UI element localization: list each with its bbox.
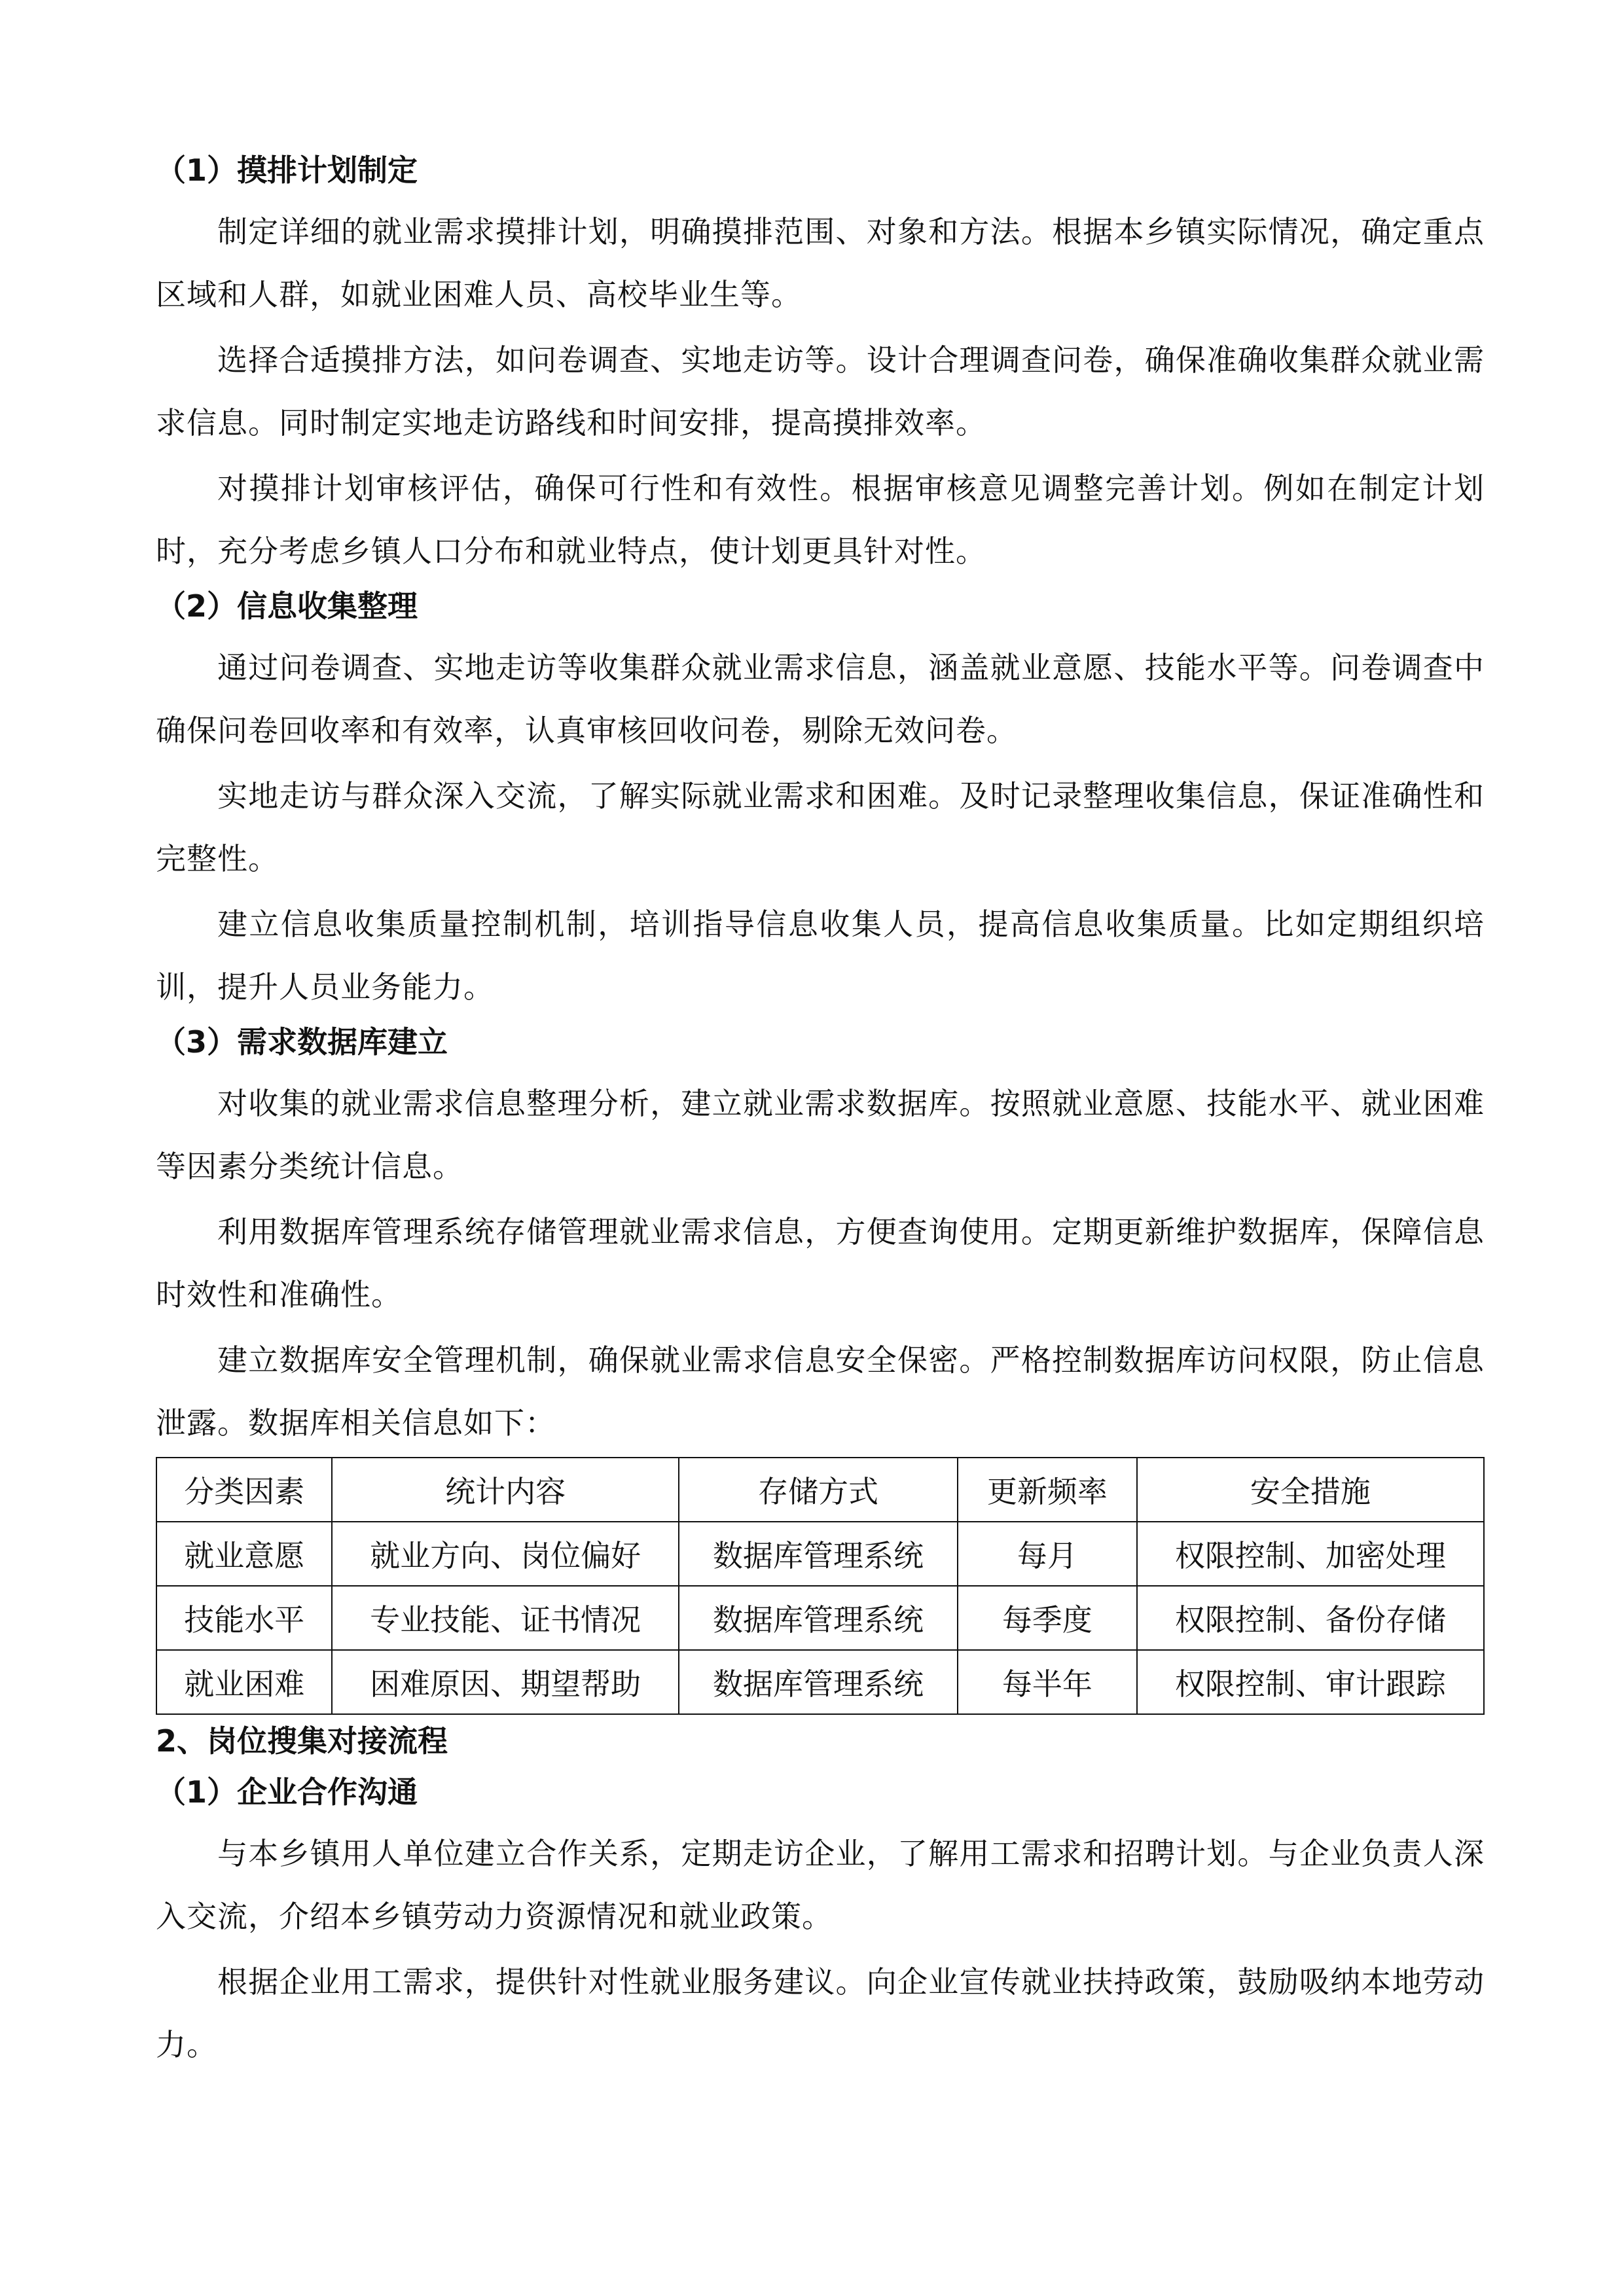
para-db-3: 建立数据库安全管理机制，确保就业需求信息安全保密。严格控制数据库访问权限，防止信息泄露。数据库相关信息如下：: [156, 1342, 1485, 1441]
para-plan-1: 制定详细的就业需求摸排计划，明确摸排范围、对象和方法。根据本乡镇实际情况，确定重点区域和人群，如就业困难人员、高校毕业生等。: [156, 214, 1485, 312]
para-ent-1: 与本乡镇用人单位建立合作关系，定期走访企业，了解用工需求和招聘计划。与企业负责人深入交流，介绍本乡镇劳动力资源情况和就业政策。: [156, 1836, 1485, 1934]
table-cell: 就业困难: [156, 1650, 332, 1714]
heading-collect: （2）信息收集整理: [156, 588, 418, 624]
table-cell: 每季度: [958, 1586, 1137, 1650]
table-header-cell: 存储方式: [679, 1458, 958, 1522]
para-collect-3: 建立信息收集质量控制机制，培训指导信息收集人员，提高信息收集质量。比如定期组织培训，提升人员业务能力。: [156, 906, 1485, 1005]
table-header-cell: 安全措施: [1137, 1458, 1484, 1522]
table-row: [156, 1586, 1484, 1650]
table-cell: 困难原因、期望帮助: [332, 1650, 678, 1714]
table-cell: 每半年: [958, 1650, 1137, 1714]
para-collect-2: 实地走访与群众深入交流，了解实际就业需求和困难。及时记录整理收集信息，保证准确性和完整性。: [156, 778, 1485, 876]
table-cell: 就业意愿: [156, 1522, 332, 1586]
para-ent-2: 根据企业用工需求，提供针对性就业服务建议。向企业宣传就业扶持政策，鼓励吸纳本地劳动力。: [156, 1964, 1485, 2062]
table-header-row: [156, 1458, 1484, 1522]
table-row: [156, 1650, 1484, 1714]
para-plan-3: 对摸排计划审核评估，确保可行性和有效性。根据审核意见调整完善计划。例如在制定计划时，充分考虑乡镇人口分布和就业特点，使计划更具针对性。: [156, 471, 1485, 569]
table-cell: 权限控制、审计跟踪: [1137, 1650, 1484, 1714]
table-cell: 数据库管理系统: [679, 1650, 958, 1714]
heading-database: （3）需求数据库建立: [156, 1024, 448, 1060]
table-cell: 每月: [958, 1522, 1137, 1586]
table-cell: 专业技能、证书情况: [332, 1586, 678, 1650]
database-info-table: [156, 1457, 1485, 1715]
table-cell: 权限控制、备份存储: [1137, 1586, 1484, 1650]
table-header-cell: 统计内容: [332, 1458, 678, 1522]
table-cell: 权限控制、加密处理: [1137, 1522, 1484, 1586]
para-plan-2: 选择合适摸排方法，如问卷调查、实地走访等。设计合理调查问卷，确保准确收集群众就业需求信息。同时制定实地走访路线和时间安排，提高摸排效率。: [156, 342, 1485, 440]
table-cell: 数据库管理系统: [679, 1522, 958, 1586]
para-collect-1: 通过问卷调查、实地走访等收集群众就业需求信息，涵盖就业意愿、技能水平等。问卷调查中确保问卷回收率和有效率，认真审核回收问卷，剔除无效问卷。: [156, 650, 1485, 748]
table-cell: 数据库管理系统: [679, 1586, 958, 1650]
para-db-1: 对收集的就业需求信息整理分析，建立就业需求数据库。按照就业意愿、技能水平、就业困难等因素分类统计信息。: [156, 1086, 1485, 1184]
table-cell: 就业方向、岗位偏好: [332, 1522, 678, 1586]
table-header-cell: 分类因素: [156, 1458, 332, 1522]
para-db-2: 利用数据库管理系统存储管理就业需求信息，方便查询使用。定期更新维护数据库，保障信息时效性和准确性。: [156, 1214, 1485, 1312]
table-row: [156, 1522, 1484, 1586]
document-body: [156, 149, 1485, 2079]
table-cell: 技能水平: [156, 1586, 332, 1650]
heading-enterprise: （1）企业合作沟通: [156, 1774, 418, 1810]
table-header-cell: 更新频率: [958, 1458, 1137, 1522]
heading-job-process: 2、岗位搜集对接流程: [156, 1723, 448, 1759]
heading-plan: （1）摸排计划制定: [156, 152, 418, 188]
